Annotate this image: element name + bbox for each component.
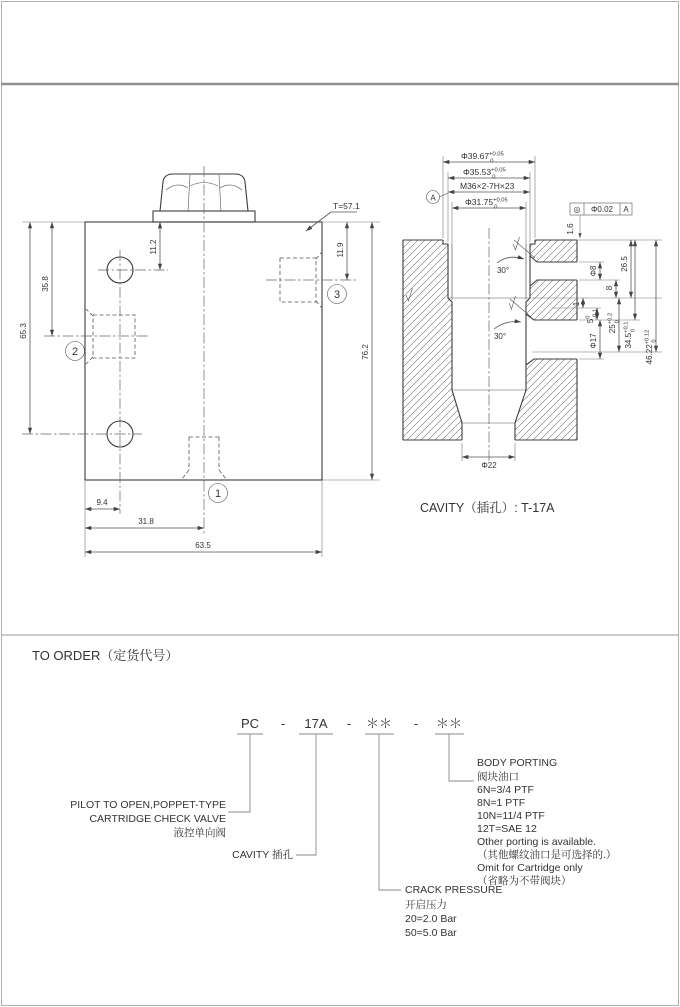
svg-text:CRACK PRESSURE: CRACK PRESSURE: [405, 884, 503, 896]
svg-text:PILOT TO OPEN,POPPET-TYPE: PILOT TO OPEN,POPPET-TYPE: [70, 799, 226, 811]
svg-text:31.8: 31.8: [138, 517, 154, 526]
code-prefix: PC: [240, 716, 260, 731]
svg-text:阀块油口: 阀块油口: [477, 771, 519, 783]
dim-phi22: [462, 443, 515, 470]
svg-text:（其他螺纹油口是可选择的.）: （其他螺纹油口是可选择的.）: [477, 849, 617, 861]
svg-text:12T=SAE 12: 12T=SAE 12: [477, 823, 537, 835]
svg-text:A: A: [430, 193, 436, 203]
svg-text:Φ39.67+0.050: $\Phi 39.67^{+0.05}$ 0: [461, 151, 504, 165]
dim-76-2: [322, 222, 380, 480]
dim-63-5: [85, 541, 322, 552]
code-crack-stars: ＊＊: [365, 716, 393, 731]
svg-text:开启压力: 开启压力: [405, 899, 447, 911]
svg-text:M36×2-7H×23: M36×2-7H×23: [460, 181, 515, 191]
code-cavity: 17A: [304, 716, 328, 731]
svg-text:Φ17: Φ17: [589, 333, 598, 349]
port-2-number: 2: [71, 346, 79, 358]
svg-text:CARTRIDGE CHECK VALVE: CARTRIDGE CHECK VALVE: [89, 813, 226, 825]
svg-text:30°: 30°: [496, 266, 510, 275]
dim-31-75: [452, 197, 526, 211]
valve-body-outline: [85, 222, 322, 480]
svg-text:8N=1 PTF: 8N=1 PTF: [477, 797, 526, 809]
datum-a: [427, 191, 449, 204]
dim-46-22: [645, 240, 658, 364]
body-porting-block: [477, 757, 616, 887]
section-view: [403, 151, 662, 515]
svg-text:Φ22: Φ22: [481, 461, 497, 470]
svg-text:11.2: 11.2: [149, 239, 158, 255]
svg-text:9.4: 9.4: [96, 498, 108, 507]
svg-text:6N=3/4 PTF: 6N=3/4 PTF: [477, 784, 534, 796]
connector-cavity: [296, 734, 316, 855]
connector-crack: [379, 734, 401, 890]
t-value: T=57.1: [333, 201, 360, 211]
svg-text:Φ0.02: Φ0.02: [591, 205, 613, 214]
dim-31-8: [85, 517, 204, 528]
svg-text:10N=11/4 PTF: 10N=11/4 PTF: [477, 810, 545, 822]
svg-text:Φ8: Φ8: [589, 265, 598, 277]
dim-phi17: [589, 320, 600, 359]
dim-35-8: [41, 222, 52, 336]
svg-text:50-0.1: $5^0-0.1$: [585, 308, 599, 324]
geo-tolerance-frame: [566, 203, 632, 238]
front-view: [19, 166, 380, 557]
connector-porting: [449, 734, 474, 781]
dim-65-3: [19, 222, 30, 434]
svg-text:63.5: 63.5: [195, 541, 211, 550]
order-title: TO ORDER（定货代号）: [32, 648, 179, 663]
dim-thread: [448, 181, 530, 192]
svg-text:1: 1: [572, 301, 581, 307]
crack-pressure-block: [405, 884, 502, 939]
svg-text:Other porting is available.: Other porting is available.: [477, 836, 597, 848]
surface-finish-value: 1.6: [566, 223, 575, 235]
svg-text:76.2: 76.2: [361, 344, 370, 360]
dim-26-5: [620, 240, 631, 298]
cavity-code-label: CAVITY 插孔: [232, 849, 293, 861]
order-code: [237, 716, 464, 734]
dim-25: [608, 298, 621, 352]
torque-callout: [306, 201, 360, 231]
port-marker-2: [66, 342, 85, 361]
svg-text:20=2.0 Bar: 20=2.0 Bar: [405, 913, 457, 925]
dim-phi8: [589, 262, 600, 280]
connector-model: [228, 734, 250, 812]
port-3-number: 3: [333, 289, 341, 301]
svg-text:A: A: [623, 205, 629, 214]
svg-text:46.22+0.120: $46.22^{+0.12}0$: [644, 329, 658, 365]
port-marker-3: [328, 285, 347, 304]
svg-text:BODY PORTING: BODY PORTING: [477, 757, 558, 769]
code-porting-stars: ＊＊: [435, 716, 463, 731]
svg-text:30°: 30°: [493, 332, 507, 341]
model-label: [70, 799, 226, 839]
svg-text:Φ31.75+0.050: $\Phi 31.75^{+0.05}$ 0: [465, 197, 508, 211]
code-dash-2: -: [346, 716, 352, 731]
svg-text:25+0.20: $25^{+0.2}0$: [607, 312, 621, 334]
code-dash-3: -: [413, 716, 419, 731]
svg-text:65.3: 65.3: [19, 323, 28, 339]
dim-11-2: [149, 222, 160, 270]
dim-8: [605, 280, 616, 298]
svg-text:8: 8: [605, 285, 614, 291]
svg-text:Omit for Cartridge only: Omit for Cartridge only: [477, 862, 583, 874]
port-1-number: 1: [214, 488, 222, 500]
port-marker-1: [209, 484, 228, 503]
dim-35-53: [448, 167, 530, 181]
hidden-port-2: [86, 309, 135, 364]
dim-11-9: [322, 222, 380, 280]
dim-5: [586, 308, 599, 323]
svg-text:26.5: 26.5: [620, 256, 629, 272]
svg-text:34.5+0.10: $34.5^{+0.1}0$: [623, 321, 637, 349]
svg-text:Φ35.53+0.050: $\Phi 35.53^{+0.05}$ 0: [463, 167, 506, 181]
svg-text:液控单向阀: 液控单向阀: [173, 827, 226, 839]
order-section: [32, 648, 616, 939]
code-dash-1: -: [280, 716, 286, 731]
svg-text:（省略为不带阀块）: （省略为不带阀块）: [477, 875, 572, 887]
dim-9-4: [85, 498, 120, 509]
svg-text:11.9: 11.9: [336, 242, 345, 258]
cavity-caption: CAVITY（插孔）: T-17A: [420, 501, 555, 515]
dim-39-67: [443, 151, 535, 165]
svg-text:35.8: 35.8: [41, 276, 50, 292]
concentricity-icon: ◎: [573, 205, 581, 214]
svg-text:50=5.0 Bar: 50=5.0 Bar: [405, 927, 457, 939]
